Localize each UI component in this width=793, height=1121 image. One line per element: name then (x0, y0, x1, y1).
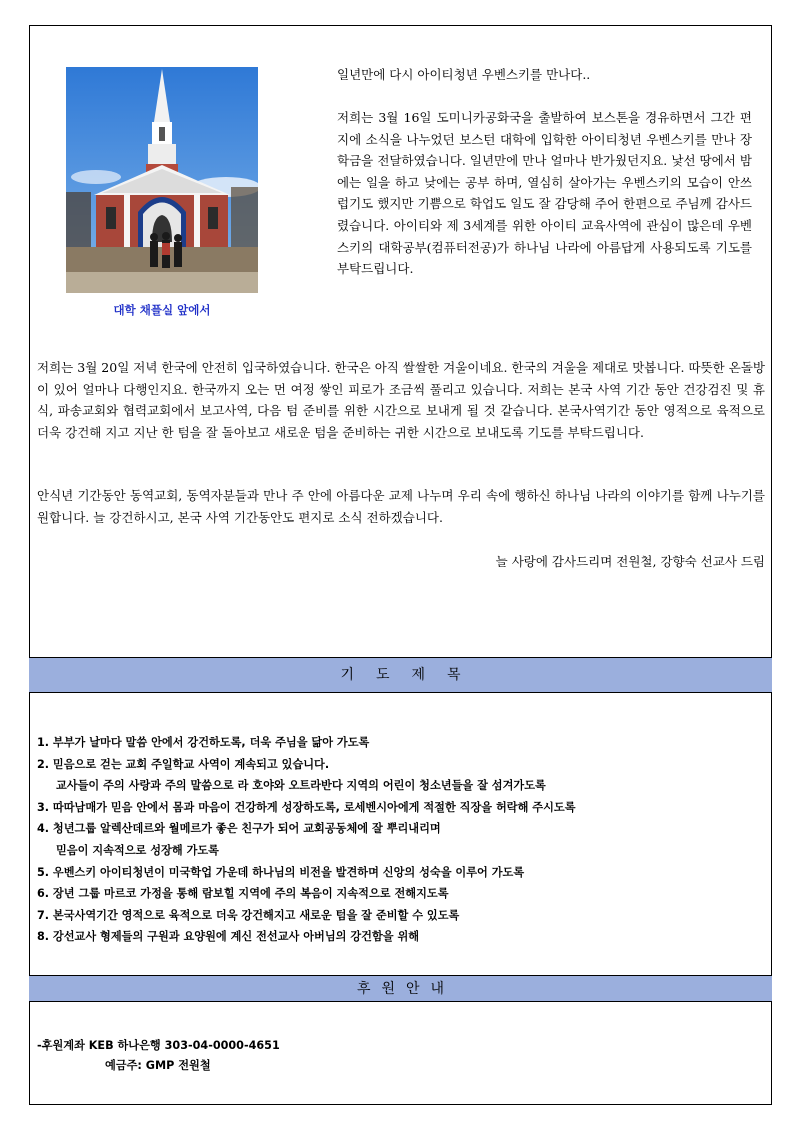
prayer-item: 2. 믿음으로 걷는 교회 주일학교 사역이 계속되고 있습니다. (37, 757, 330, 771)
support-section-header: 후원안내 (29, 975, 772, 1002)
prayer-item: 3. 따따남매가 믿음 안에서 몸과 마음이 건강하게 성장하도록, 로세벤시아에게 적절한 직장을 허락해 주시도록 (37, 800, 576, 814)
prayer-item: 7. 본국사역기간 영적으로 육적으로 더욱 강건해지고 새로운 텀을 잘 준비할 수 있도록 (37, 908, 460, 922)
church-photo (66, 67, 258, 293)
prayer-item: 8. 강선교사 형제들의 구원과 요양원에 계신 전선교사 아버님의 강건함을 위해 (37, 930, 420, 944)
letter-paragraph-1: 저희는 3월 20일 저녁 한국에 안전히 입국하였습니다. 한국은 아직 쌀쌀한 겨울이네요. 한국의 겨울을 제대로 맛봅니다. 따뜻한 온돌방이 있어 얼마나 다행인지요. 한국까지 오는 먼 여정 쌓인 피로가 조금씩 풀리고 있습니다. 저희는 본국 사역 기간 동안 건강검진 및 휴식, 파송교회와 협력교회에서 보고사역, 다음 텀 준비를 위한 시간으로 보내게 될 것 같습니다. 본국사역기간 동안 영적으로 육적으로 더욱 강건해 지고 지난 한 텀을 잘 돌아보고 새로운 텀을 준비하는 귀한 시간으로 보내도록 기도를 부탁드립니다. (37, 360, 765, 440)
support-info (37, 1036, 280, 1076)
prayer-item: 6. 장년 그룹 마르코 가정을 통해 람보힐 지역에 주의 복음이 지속적으로 전해지도록 (37, 887, 449, 901)
prayer-item: 4. 청년그룹 알렉산데르와 월메르가 좋은 친구가 되어 교회공동체에 잘 뿌리내리며 (37, 822, 441, 836)
support-account-holder: 예금주: GMP 전원철 (105, 1059, 211, 1072)
letter-paragraph-2: 안식년 기간동안 동역교회, 동역자분들과 만나 주 안에 아름다운 교제 나누며 우리 속에 행하신 하나님 나라의 이야기를 함께 나누기를 원합니다. 늘 강건하시고, 본국 사역 기간동안도 편지로 소식 전하겠습니다. (37, 488, 765, 525)
photo-caption: 대학 채플실 앞에서 (113, 303, 211, 317)
prayer-section-header: 기도제목 (29, 657, 772, 693)
prayer-item: 1. 부부가 날마다 말씀 안에서 강건하도록, 더욱 주님을 닮아 가도록 (37, 736, 370, 749)
letter-title: 일년만에 다시 아이티청년 우벤스키를 만나다.. (337, 67, 591, 82)
prayer-item: 5. 우벤스키 아이티청년이 미국학업 가운데 하나님의 비전을 발견하며 신앙의 성숙을 이루어 가도록 (37, 865, 525, 879)
prayer-list (37, 732, 767, 948)
prayer-item-continuation: 믿음이 지속적으로 성장해 가도록 (56, 843, 219, 857)
prayer-item-continuation: 교사들이 주의 사랑과 주의 말씀으로 라 호야와 오트라반다 지역의 어린이 청소년들을 잘 섬겨가도록 (56, 779, 546, 793)
letter-signature: 늘 사랑에 감사드리며 전원철, 강향숙 선교사 드림 (495, 554, 765, 569)
letter-intro-paragraph: 저희는 3월 16일 도미니카공화국을 출발하여 보스톤을 경유하면서 그간 편지에 소식을 나누었던 보스턴 대학에 입학한 아이티청년 우벤스키를 만나 장학금을 전달하였습니다. 일년만에 만나 얼마나 반가웠던지요. 낯선 땅에서 밤에는 일을 하고 낮에는 공부 하며, 열심히 살아가는 우벤스키의 모습이 안쓰럽기도 했지만 기쁨으로 학업도 일도 잘 감당해 주어 한편으로 주님께 감사드렸습니다. 아이티와 제 3세계를 위한 아이티 교육사역에 관심이 많은데 우벤스키의 대학공부(컴퓨터전공)가 하나님 나라에 아름답게 사용되도록 기도를 부탁드립니다. (337, 110, 752, 277)
support-account: -후원계좌 KEB 하나은행 303-04-0000-4651 (37, 1039, 280, 1052)
